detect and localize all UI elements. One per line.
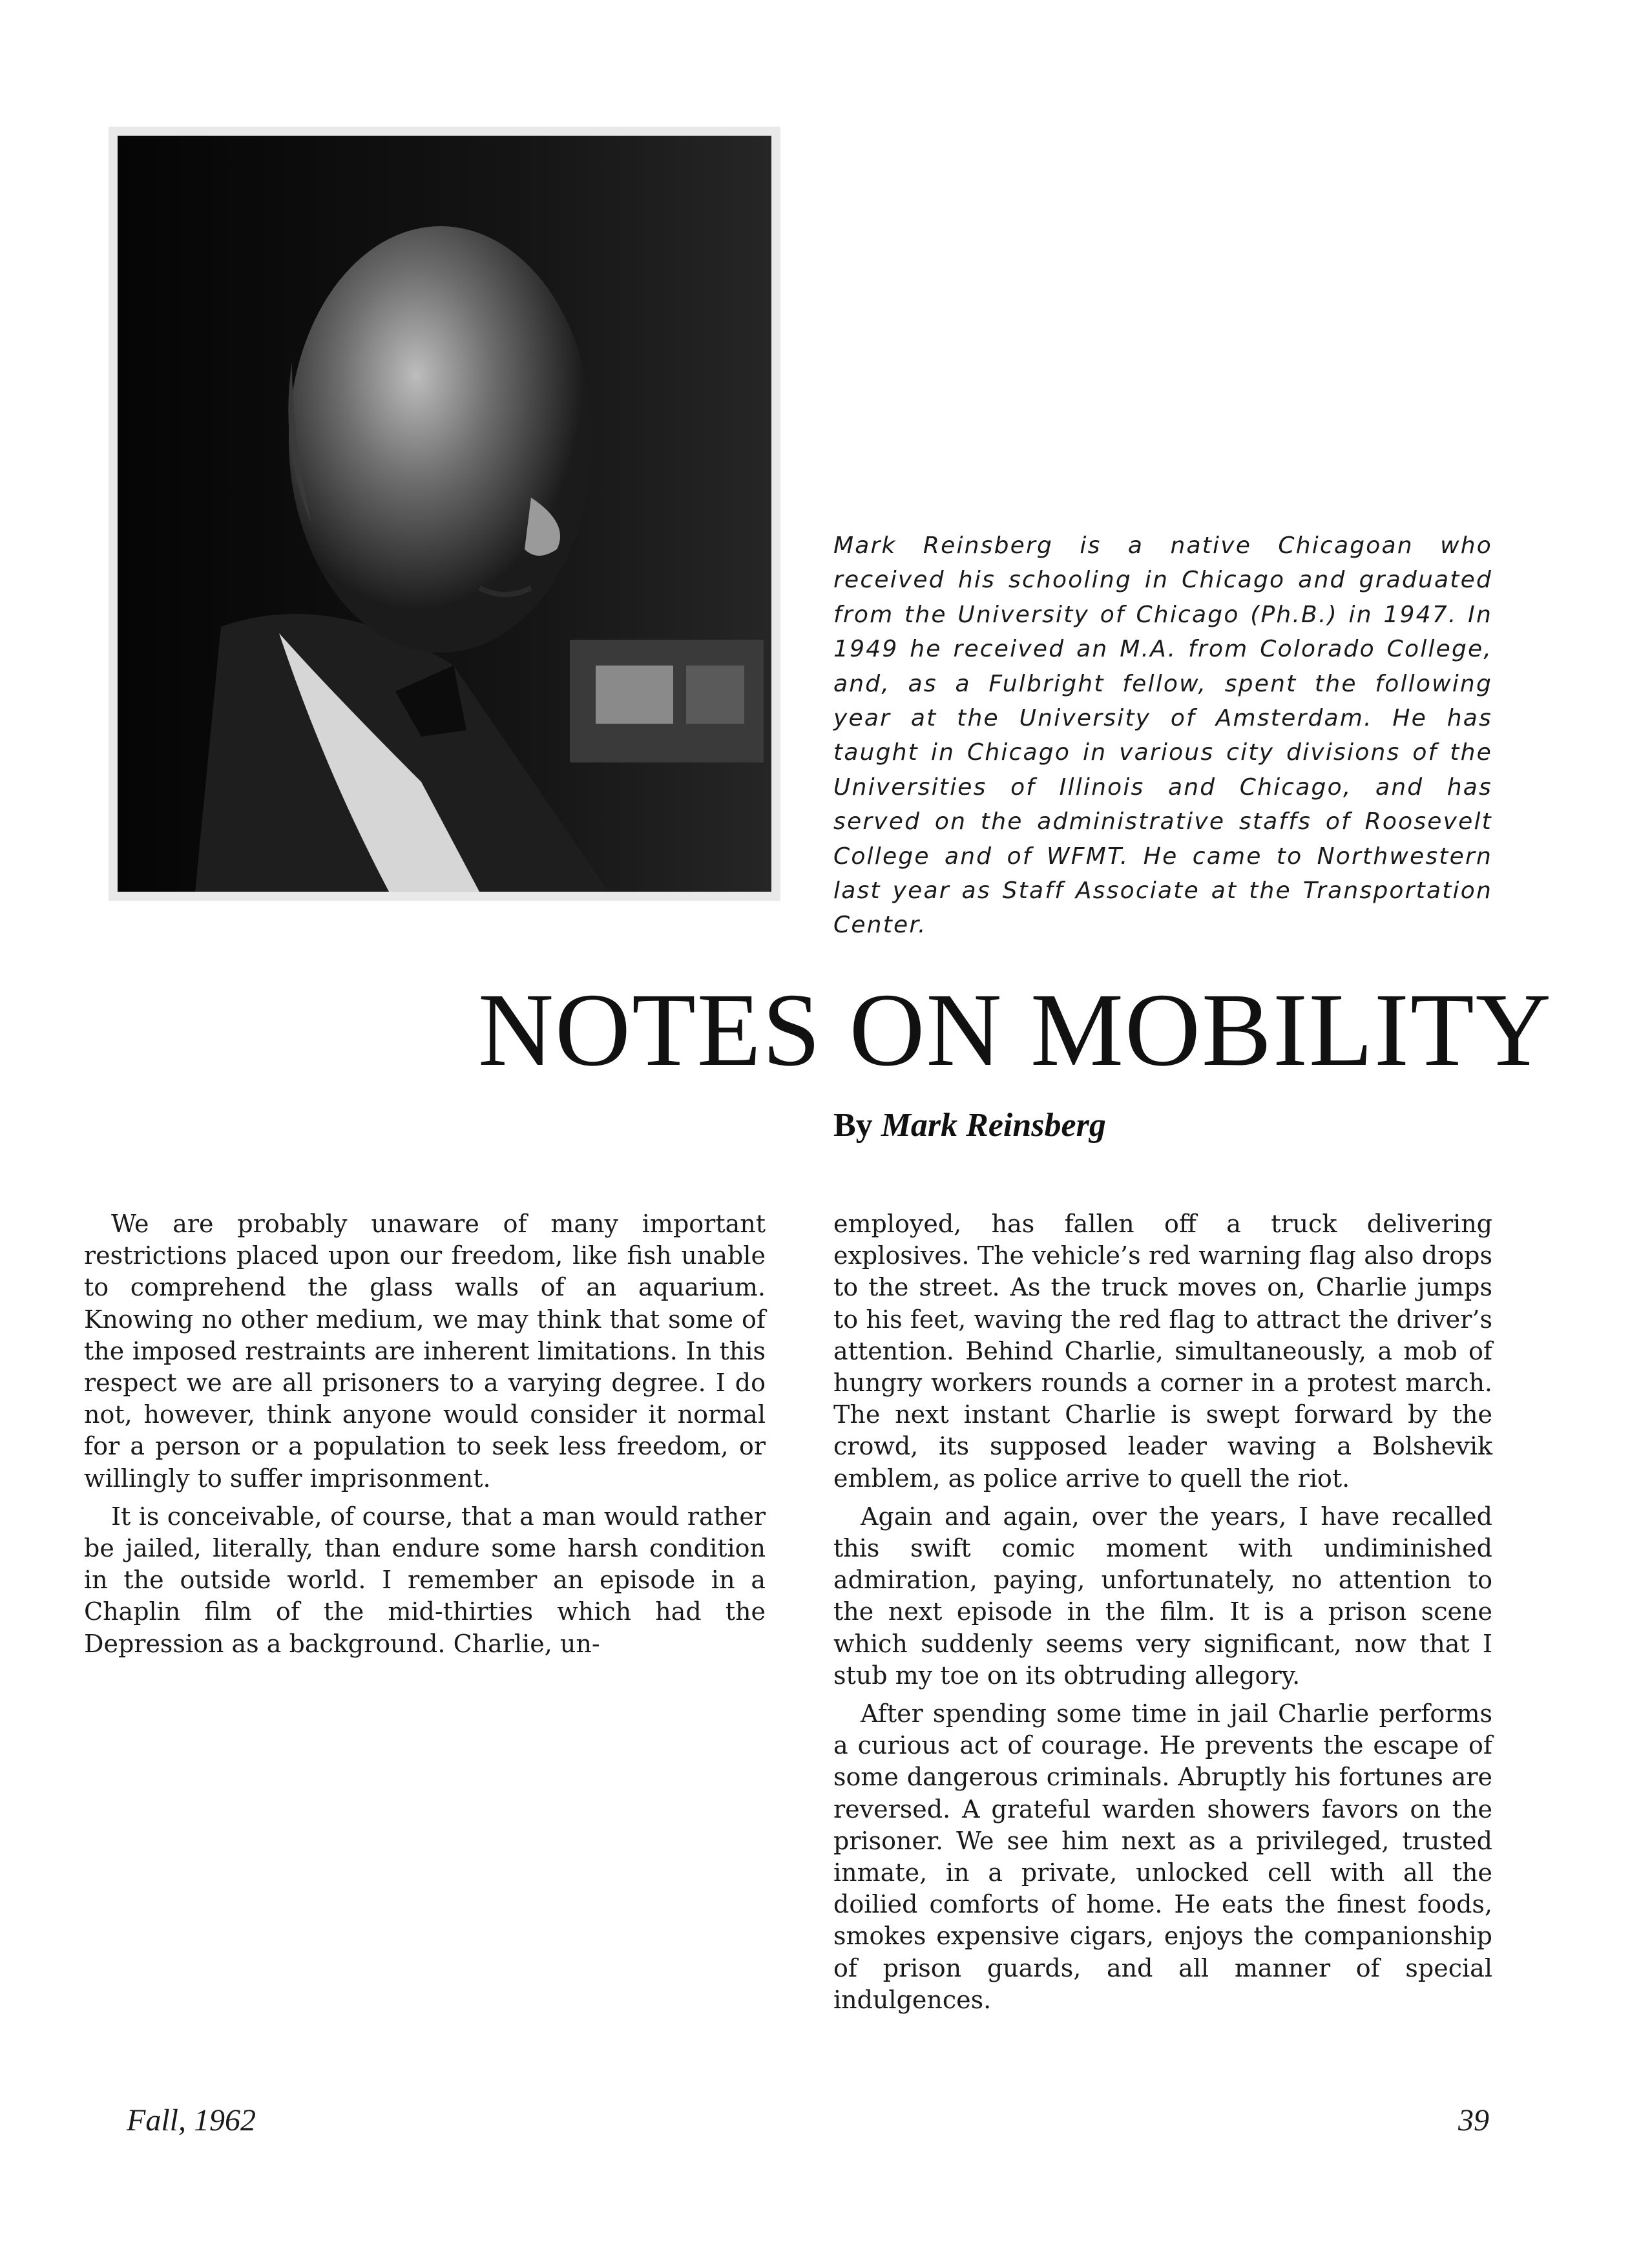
body-paragraph: After spending some time in jail Charlie performs a curious act of courage. He prevents the escape of some dangerous criminals. Abruptly his fortunes are reversed. A grateful warden showers favors on the prisoner. We see him next as a privileged, trusted inmate, in a private, unlocked cell with all the doilied comforts of home. He eats the finest foods, smokes expensive cigars, enjoys the companionship of prison guards, and all manner of special indulgences. [833, 1699, 1492, 2014]
body-column-right [833, 1208, 1492, 2022]
body-paragraph: We are probably unaware of many important restrictions placed upon our freedom, like fish unable to comprehend the glass walls of an aquarium. Knowing no other medium, we may think that some of the imposed restraints are inherent limitations. In this respect we are all prisoners to a varying degree. I do not, however, think anyone would consider it normal for a person or a population to seek less freedom, or willingly to suffer imprisonment. [84, 1210, 766, 1493]
body-paragraph: employed, has fallen off a truck delivering explosives. The vehicle’s red warning flag also drops to the street. As the truck moves on, Charlie jumps to his feet, waving the red flag to attract the driver’s attention. Behind Charlie, simultaneously, a mob of hungry workers rounds a corner in a protest march. The next instant Charlie is swept forward by the crowd, its supposed leader waving a Bolshevik emblem, as police arrive to quell the riot. [833, 1210, 1492, 1493]
author-portrait-photo [109, 127, 780, 901]
body-paragraph: It is conceivable, of course, that a man would rather be jailed, literally, than endure some harsh condition in the outside world. I remember an episode in a Chaplin film of the mid-thirties which had the Depression as a background. Charlie, un- [84, 1502, 766, 1658]
body-paragraph: Again and again, over the years, I have recalled this swift comic moment with undiminished admiration, paying, unfortunately, no attention to the next episode in the film. It is a prison scene which suddenly seems very significant, now that I stub my toe on its obtruding allegory. [833, 1502, 1492, 1690]
byline-author: Mark Reinsberg [881, 1107, 1106, 1144]
byline [833, 1106, 1106, 1145]
byline-prefix: By [833, 1107, 873, 1144]
footer-issue: Fall, 1962 [127, 2103, 256, 2137]
author-bio: Mark Reinsberg is a native Chicagoan who received his schooling in Chicago and graduated from the University of Chicago (Ph.B.) in 1947. In 1949 he received an M.A. from Colorado College, and, as a Fulbright fellow, spent the following year at the University of Amsterdam. He has taught in Chicago in various city divisions of the Universities of Illinois and Chicago, and has served on the administrative staffs of Roosevelt College and of WFMT. He came to Northwestern last year as Staff Associate at the Transportation Center. [833, 532, 1492, 939]
body-column-left [84, 1208, 766, 1666]
footer-page-number: 39 [1458, 2103, 1489, 2137]
article-title: NOTES ON MOBILITY [478, 972, 1552, 1088]
